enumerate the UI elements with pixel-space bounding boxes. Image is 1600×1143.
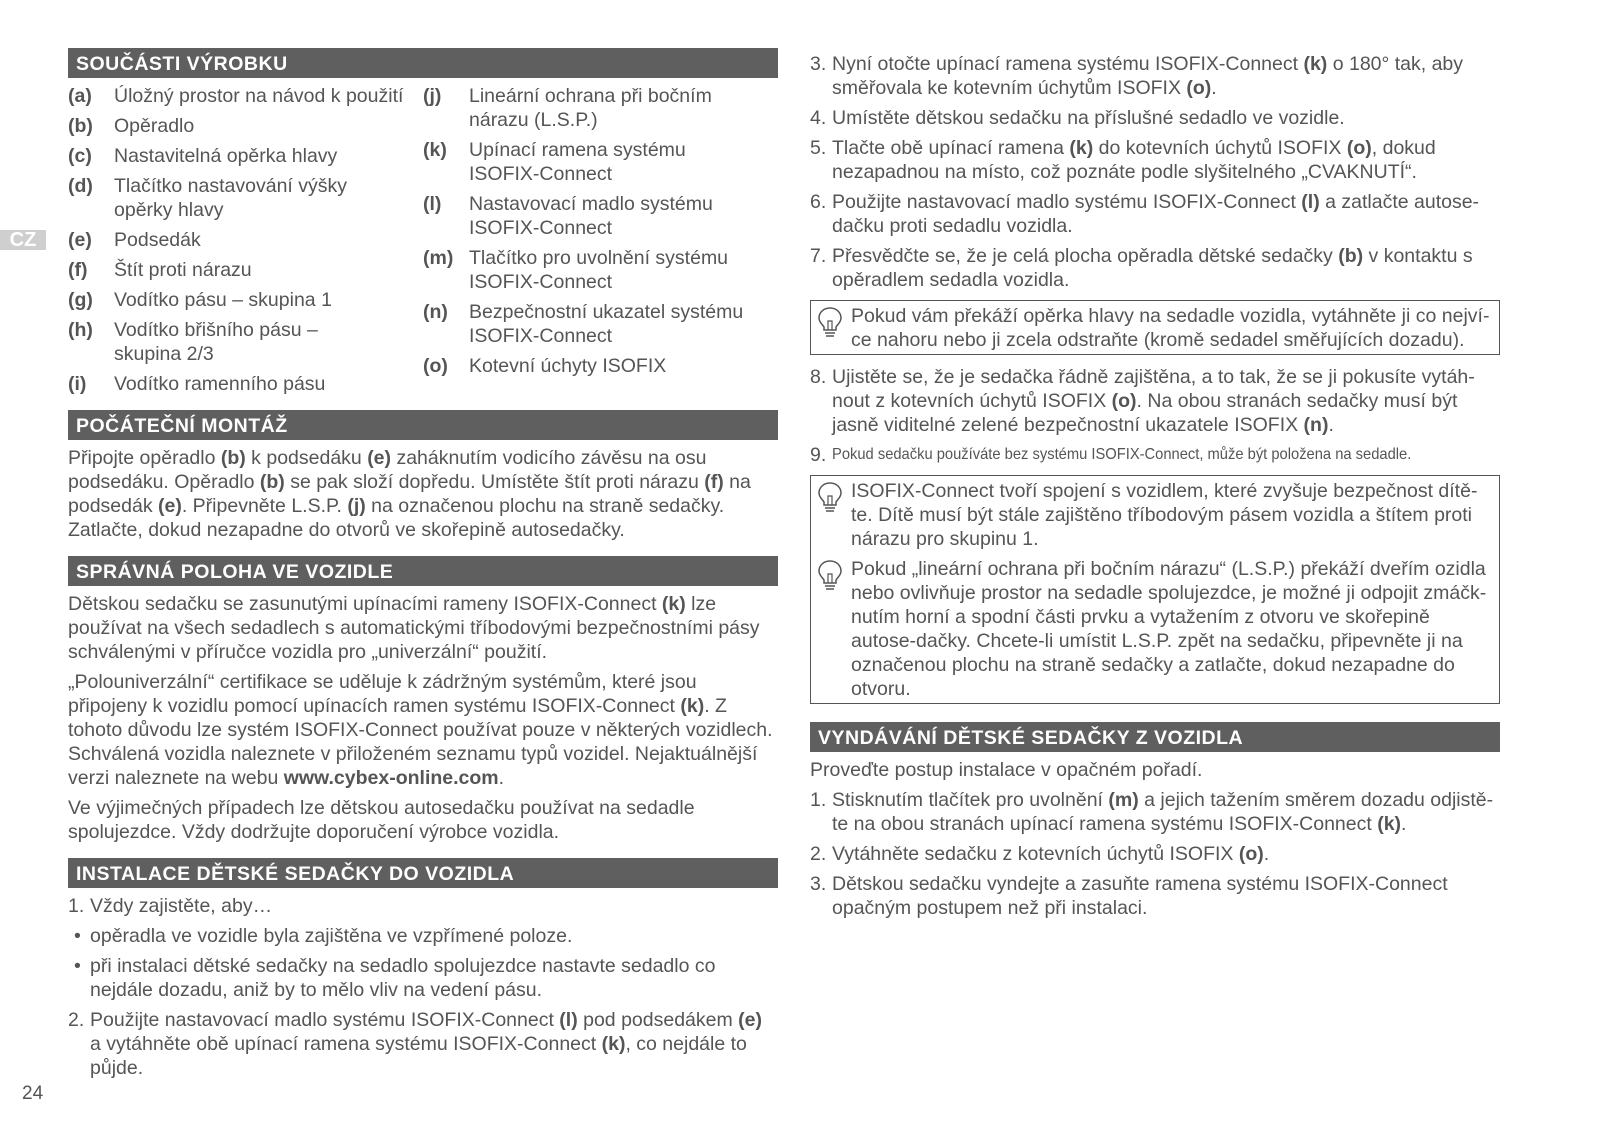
left-column (68, 48, 778, 1086)
part-text: Nastavitelná opěrka hlavy (114, 145, 338, 167)
part-key: (l) (423, 193, 442, 215)
part-item (68, 288, 423, 312)
removal-step-1: 1. Stisknutím tlačítek pro uvolnění (m) a jejich tažením směrem dozadu odjistě-te na obou stranách upínací ramena systému ISOFIX-Connect (k). (810, 789, 1494, 835)
right-column (810, 52, 1500, 926)
install-step-7: 7. Přesvědčte se, že je celá plocha opěradla dětské sedačky (b) v kontaktu s opěradlem sedadla vozidla. (810, 245, 1473, 291)
position-paragraph-3: Ve výjimečných případech lze dětskou autosedačku používat na sedadle spolujezdce. Vždy dodržujte doporučení výrobce vozidla. (68, 797, 695, 843)
install-step-8: 8. Ujistěte se, že je sedačka řádně zajištěna, a to tak, že se ji pokusíte vytáh-nout z kotevních úchytů ISOFIX (o). Na obou stranách sedačky musí být jasně viditelné zelené bezpečnostní ukazatele ISOFIX (n). (810, 366, 1475, 436)
parts-list (68, 84, 778, 402)
install-bullet: • opěradla ve vozidle byla zajištěna ve vzpřímené poloze. (74, 925, 573, 947)
install-step-5: 5. Tlačte obě upínací ramena (k) do kotevních úchytů ISOFIX (o), dokud nezapadnou na místo, což poznáte podle slyšitelného „CVAKNUTÍ“. (810, 137, 1436, 183)
part-key: (j) (423, 85, 442, 107)
part-text: Podsedák (114, 229, 201, 251)
part-text: Lineární ochrana při bočním nárazu (L.S.P.) (469, 85, 712, 131)
part-key: (o) (423, 355, 448, 377)
part-text: Nastavovací madlo systému ISOFIX-Connect (469, 193, 713, 239)
removal-step-2: 2. Vytáhněte sedačku z kotevních úchytů ISOFIX (o). (810, 843, 1270, 865)
position-paragraph-1: Dětskou sedačku se zasunutými upínacími rameny ISOFIX-Connect (k) lze používat na všech sedadlech s automatickými tříbodovými bezpečnostními pásy schválenými v příručce vozidla pro „univerzální“ použití. (68, 593, 760, 663)
part-text: Vodítko pásu – skupina 1 (114, 289, 332, 311)
part-key: (a) (68, 85, 92, 107)
part-key: (c) (68, 145, 92, 167)
tip-box-isofix (810, 475, 1500, 704)
part-item (68, 174, 423, 222)
part-text: Tlačítko pro uvolnění systému ISOFIX-Connect (469, 247, 729, 293)
removal-intro: Proveďte postup instalace v opačném pořadí. (810, 759, 1203, 781)
part-key: (b) (68, 115, 93, 137)
position-paragraph-2: „Polouniverzální“ certifikace se uděluje k zádržným systémům, které jsou připojeny k vozidlu pomocí upínacích ramen systému ISOFIX-Connect (k). Z tohoto důvodu lze systém ISOFIX-Connect používat pouze v některých vozidlech. Schválená vozidla naleznete v přiloženém seznamu typů vozidel. Nejaktuálnější verzi naleznete na webu www.cybex-online.com. (68, 671, 773, 789)
initial-assembly-text: Připojte opěradlo (b) k podsedáku (e) zaháknutím vodicího závěsu na osu podsedáku. Opěradlo (b) se pak složí dopředu. Umístěte štít proti nárazu (f) na podsedák (e). Připevněte L.S.P. (j) na označenou plochu na straně sedačky. Zatlačte, dokud nezapadne do otvorů ve skořepině autosedačky. (68, 447, 751, 541)
section-title-removal: VYNDÁVÁNÍ DĚTSKÉ SEDAČKY Z VOZIDLA (810, 722, 1500, 752)
lightbulb-icon (817, 557, 851, 701)
part-text: Úložný prostor na návod k použití (114, 85, 404, 107)
part-key: (h) (68, 319, 93, 341)
part-item (423, 192, 778, 240)
part-item (423, 84, 778, 132)
part-text: Kotevní úchyty ISOFIX (469, 355, 667, 377)
part-text: Opěradlo (114, 115, 195, 137)
part-key: (i) (68, 373, 87, 395)
install-step-9: 9. Pokud sedačku používáte bez systému ISOFIX-Connect, může být položena na sedadle. (810, 444, 1412, 466)
part-item (68, 114, 423, 138)
part-item (68, 258, 423, 282)
part-item (423, 354, 778, 378)
part-text: Vodítko břišního pásu – skupina 2/3 (114, 319, 318, 365)
install-step-1: 1. Vždy zajistěte, aby… (68, 895, 273, 917)
removal-step-3: 3. Dětskou sedačku vyndejte a zasuňte ramena systému ISOFIX-Connect opačným postupem než při instalaci. (810, 873, 1448, 919)
lightbulb-icon (817, 479, 851, 551)
website-link[interactable]: www.cybex-online.com (283, 767, 499, 789)
section-title-correct-position: SPRÁVNÁ POLOHA VE VOZIDLE (68, 556, 778, 586)
section-title-parts: SOUČÁSTI VÝROBKU (68, 48, 778, 78)
language-tab: CZ (0, 230, 46, 250)
install-step-2: 2. Použijte nastavovací madlo systému ISOFIX-Connect (l) pod podsedákem (e) a vytáhněte obě upínací ramena systému ISOFIX-Connect (k), co nejdále to půjde. (68, 1009, 762, 1079)
tip: Pokud „lineární ochrana při bočním nárazu“ (L.S.P.) překáží dveřím ozidla nebo ovlivňuje prostor na sedadle spolujezdce, je možné ji odpojit zmáčk-nutím horní a spodní části prvku a vytažením z otvoru ve skořepině autose-dačky. Chcete-li umístit L.S.P. zpět na sedačku, připevněte ji na označenou plochu na straně sedačky a zatlačte, dokud nezapadne do otvoru. (817, 557, 1493, 701)
install-step-4: 4. Umístěte dětskou sedačku na příslušné sedadlo ve vozidle. (810, 107, 1345, 129)
part-text: Upínací ramena systému ISOFIX-Connect (469, 139, 686, 185)
part-key: (d) (68, 175, 93, 197)
part-text: Vodítko ramenního pásu (114, 373, 326, 395)
tip: ISOFIX-Connect tvoří spojení s vozidlem, které zvyšuje bezpečnost dítě-te. Dítě musí být stále zajištěno tříbodovým pásem vozidla a štítem proti nárazu pro skupinu 1. (817, 479, 1493, 551)
part-key: (m) (423, 247, 454, 269)
part-item (423, 300, 778, 348)
part-key: (f) (68, 259, 88, 281)
part-key: (k) (423, 139, 447, 161)
part-text: Štít proti nárazu (114, 259, 252, 281)
install-bullet: • při instalaci dětské sedačky na sedadlo spolujezdce nastavte sedadlo co nejdále dozadu, aniž by to mělo vliv na vedení pásu. (74, 955, 716, 1001)
part-item (423, 138, 778, 186)
part-key: (g) (68, 289, 93, 311)
part-item (423, 246, 778, 294)
section-title-initial-assembly: POČÁTEČNÍ MONTÁŽ (68, 410, 778, 440)
tip-box-headrest (810, 300, 1500, 355)
install-step-3: 3. Nyní otočte upínací ramena systému ISOFIX-Connect (k) o 180° tak, aby směřovala ke kotevním úchytům ISOFIX (o). (810, 53, 1464, 99)
part-item (68, 84, 423, 108)
part-item (68, 372, 423, 396)
tip: Pokud vám překáží opěrka hlavy na sedadle vozidla, vytáhněte ji co nejví-ce nahoru nebo ji zcela odstraňte (kromě sedadel směřujících dozadu). (817, 304, 1493, 352)
part-item (68, 318, 423, 366)
part-text: Tlačítko nastavování výšky opěrky hlavy (114, 175, 348, 221)
lightbulb-icon (817, 304, 851, 352)
part-key: (e) (68, 229, 92, 251)
parts-column-2 (423, 84, 778, 402)
part-text: Bezpečnostní ukazatel systému ISOFIX-Connect (469, 301, 744, 347)
install-step-6: 6. Použijte nastavovací madlo systému ISOFIX-Connect (l) a zatlačte autose-dačku proti sedadlu vozidla. (810, 191, 1480, 237)
part-item (68, 144, 423, 168)
section-title-installation: INSTALACE DĚTSKÉ SEDAČKY DO VOZIDLA (68, 858, 778, 888)
page-number: 24 (22, 1083, 44, 1104)
parts-column-1 (68, 84, 423, 402)
part-item (68, 228, 423, 252)
part-key: (n) (423, 301, 448, 323)
